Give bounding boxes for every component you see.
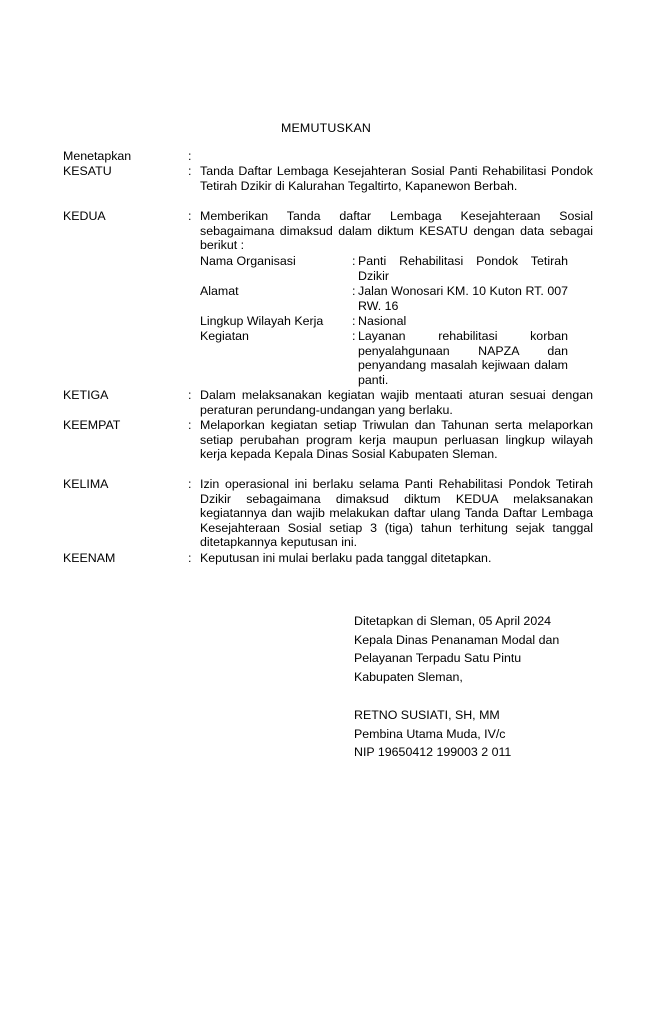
text-ketiga: Dalam melaksanakan kegiatan wajib mentaati aturan sesuai dengan peraturan perundang-undangan yang berlaku. bbox=[200, 388, 593, 417]
text-kedua: Memberikan Tanda daftar Lembaga Kesejahteraan Sosial sebagaimana dimaksud dalam diktum KESATU dengan data sebagai berikut : bbox=[200, 209, 593, 253]
label-kelima: KELIMA bbox=[63, 477, 109, 491]
signature-gap bbox=[354, 686, 614, 706]
label-menetapkan: Menetapkan bbox=[63, 149, 132, 163]
item-value: Jalan Wonosari KM. 10 Kuton RT. 007 RW. 16 bbox=[358, 284, 568, 313]
colon: : bbox=[352, 284, 356, 298]
signature-rank: Pembina Utama Muda, IV/c bbox=[354, 726, 506, 741]
colon: : bbox=[352, 254, 356, 268]
signature-place-date: Ditetapkan di Sleman, 05 April 2024 bbox=[354, 614, 551, 628]
signature-office-line3: Kabupaten Sleman, bbox=[354, 669, 463, 684]
text-kesatu: Tanda Daftar Lembaga Kesejahteran Sosial Panti Rehabilitasi Pondok Tetirah Dzikir di Kalurahan Tegaltirto, Kapanewon Berbah. bbox=[200, 164, 593, 193]
item-label: Lingkup Wilayah Kerja bbox=[200, 314, 324, 328]
colon: : bbox=[352, 314, 356, 328]
colon: : bbox=[188, 477, 192, 491]
colon: : bbox=[188, 551, 192, 565]
label-keenam: KEENAM bbox=[63, 551, 116, 565]
signature-office-line1: Kepala Dinas Penanaman Modal dan bbox=[354, 632, 560, 647]
colon: : bbox=[188, 209, 192, 223]
label-kesatu: KESATU bbox=[63, 164, 112, 178]
item-value: Nasional bbox=[358, 314, 407, 328]
document-title: MEMUTUSKAN bbox=[280, 121, 372, 135]
colon: : bbox=[188, 149, 192, 163]
text-keenam: Keputusan ini mulai berlaku pada tanggal ditetapkan. bbox=[200, 551, 492, 565]
signature-block bbox=[354, 612, 614, 762]
text-kelima: Izin operasional ini berlaku selama Panti Rehabilitasi Pondok Tetirah Dzikir sebagaimana dimaksud diktum KEDUA melaksanakan kegiatannya dan wajib melakukan daftar ulang Tanda Daftar Lembaga Kesejahteraan Sosial setiap 3 (tiga) tahun terhitung sejak tanggal ditetapkannya keputusan ini. bbox=[200, 477, 593, 550]
label-kedua: KEDUA bbox=[63, 209, 106, 223]
colon: : bbox=[188, 164, 192, 178]
item-label: Alamat bbox=[200, 284, 239, 298]
colon: : bbox=[188, 418, 192, 432]
item-label: Nama Organisasi bbox=[200, 254, 296, 268]
signature-nip: NIP 19650412 199003 2 011 bbox=[354, 745, 512, 759]
item-value: Layanan rehabilitasi korban penyalahgunaan NAPZA dan penyandang masalah kejiwaan dalam panti. bbox=[358, 329, 568, 387]
item-label: Kegiatan bbox=[200, 329, 249, 343]
colon: : bbox=[352, 329, 356, 343]
colon: : bbox=[188, 388, 192, 402]
label-ketiga: KETIGA bbox=[63, 388, 109, 402]
item-value: Panti Rehabilitasi Pondok Tetirah Dzikir bbox=[358, 254, 568, 283]
text-keempat: Melaporkan kegiatan setiap Triwulan dan Tahunan serta melaporkan setiap perubahan program kerja maupun perluasan lingkup wilayah kerja kepada Kepala Dinas Sosial Kabupaten Sleman. bbox=[200, 418, 593, 462]
signature-name: RETNO SUSIATI, SH, MM bbox=[354, 708, 500, 722]
label-keempat: KEEMPAT bbox=[63, 418, 121, 432]
signature-office-line2: Pelayanan Terpadu Satu Pintu bbox=[354, 651, 522, 665]
